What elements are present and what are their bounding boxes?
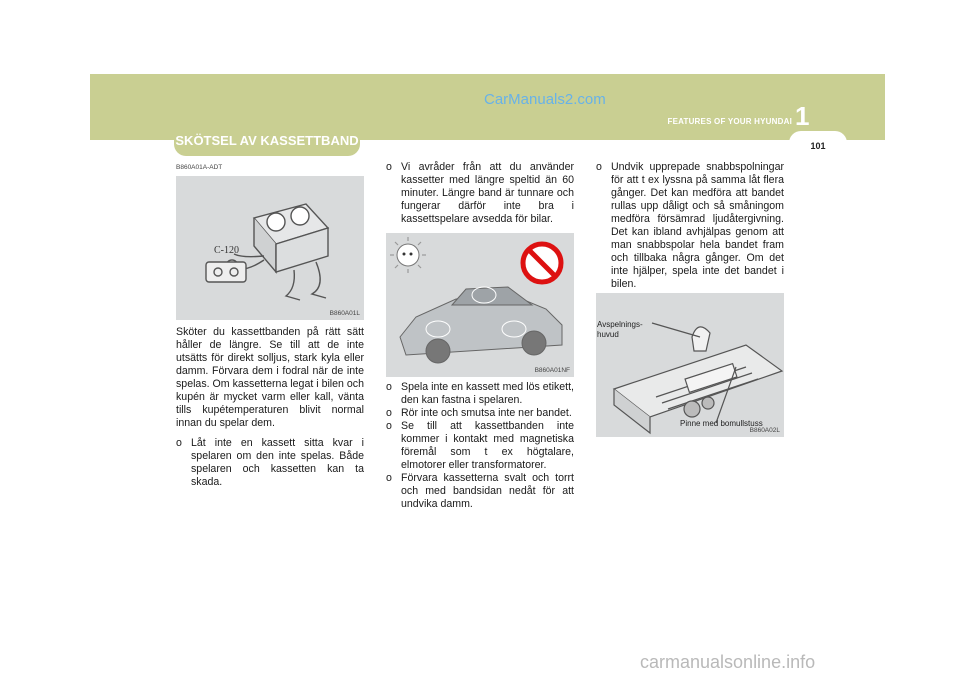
cassette-label: C-120	[214, 245, 239, 256]
image-code: B860A01L	[329, 310, 360, 317]
playback-head-label: Avspelnings- huvud	[597, 320, 643, 339]
no-symbol-icon	[523, 244, 561, 282]
col2-intro	[386, 161, 574, 226]
sun-icon	[390, 237, 426, 273]
list-item: o Undvik upprepade snabbspolningar för att t ex lyssna på samma låt flera gånger. Det kan medföra att bandet rullas upp dåligt och så småningom medföra försämrad ljudåtergivning. Det kan ibland avhjälpas genom att man snabbspolar hela bandet fram och tillbaka några gånger. Om det inte hjälper, spela inte det bandet i bilen.	[596, 161, 784, 290]
image-code: B860A01NF	[534, 367, 570, 374]
page-number: 101	[810, 141, 826, 151]
cassette-player-icon	[596, 293, 784, 437]
chapter-title: FEATURES OF YOUR HYUNDAI	[667, 117, 792, 126]
col1-text	[176, 326, 364, 489]
list-item: o Vi avråder från att du använder kassetter med längre speltid än 60 minuter. Längre band är tunnare och fungerar därför inte bra i kassettspelare avsedda för bilar.	[386, 161, 574, 225]
tape-head-illustration	[596, 293, 784, 437]
site-link[interactable]: CarManuals2.com	[484, 91, 606, 108]
col2-list	[386, 381, 574, 511]
cassette-illustration	[176, 176, 364, 320]
col3-list	[596, 161, 784, 291]
intro-paragraph: Sköter du kassettbanden på rätt sätt håller de längre. Se till att de inte utsätts för direkt solljus, stark kyla eller damm. Förvara dem i fodral när de inte spelas. Om kassetterna legat i bilen och kupén är mycket varm eller kall, vänta tills kupétemperaturen blivit normal innan du spelar dem.	[176, 326, 364, 429]
car-sun-illustration	[386, 233, 574, 377]
list-item: o Se till att kassettbanden inte kommer i kontakt med magnetiska föremål som t ex högtalare, elmotorer eller transformatorer.	[386, 420, 574, 471]
list-item: o Förvara kassetterna svalt och torrt och med bandsidan nedåt för att undvika damm.	[386, 472, 574, 510]
section-title: SKÖTSEL AV KASSETTBAND	[175, 133, 359, 148]
watermark-link[interactable]: carmanualsonline.info	[640, 652, 816, 672]
chapter-number: 1	[795, 101, 810, 131]
cotton-swab-label: Pinne med bomullstuss	[680, 419, 763, 428]
list-item: o Rör inte och smutsa inte ner bandet.	[386, 407, 572, 419]
list-item: o Låt inte en kassett sitta kvar i spelaren om den inte spelas. Både spelaren och kassetten kan ta skada.	[176, 437, 364, 488]
reference-code: B860A01A-ADT	[176, 164, 223, 171]
car-icon	[400, 287, 562, 363]
cassette-character-icon	[176, 176, 364, 320]
list-item: o Spela inte en kassett med lös etikett, den kan fastna i spelaren.	[386, 381, 574, 406]
image-code: B860A02L	[749, 427, 780, 434]
